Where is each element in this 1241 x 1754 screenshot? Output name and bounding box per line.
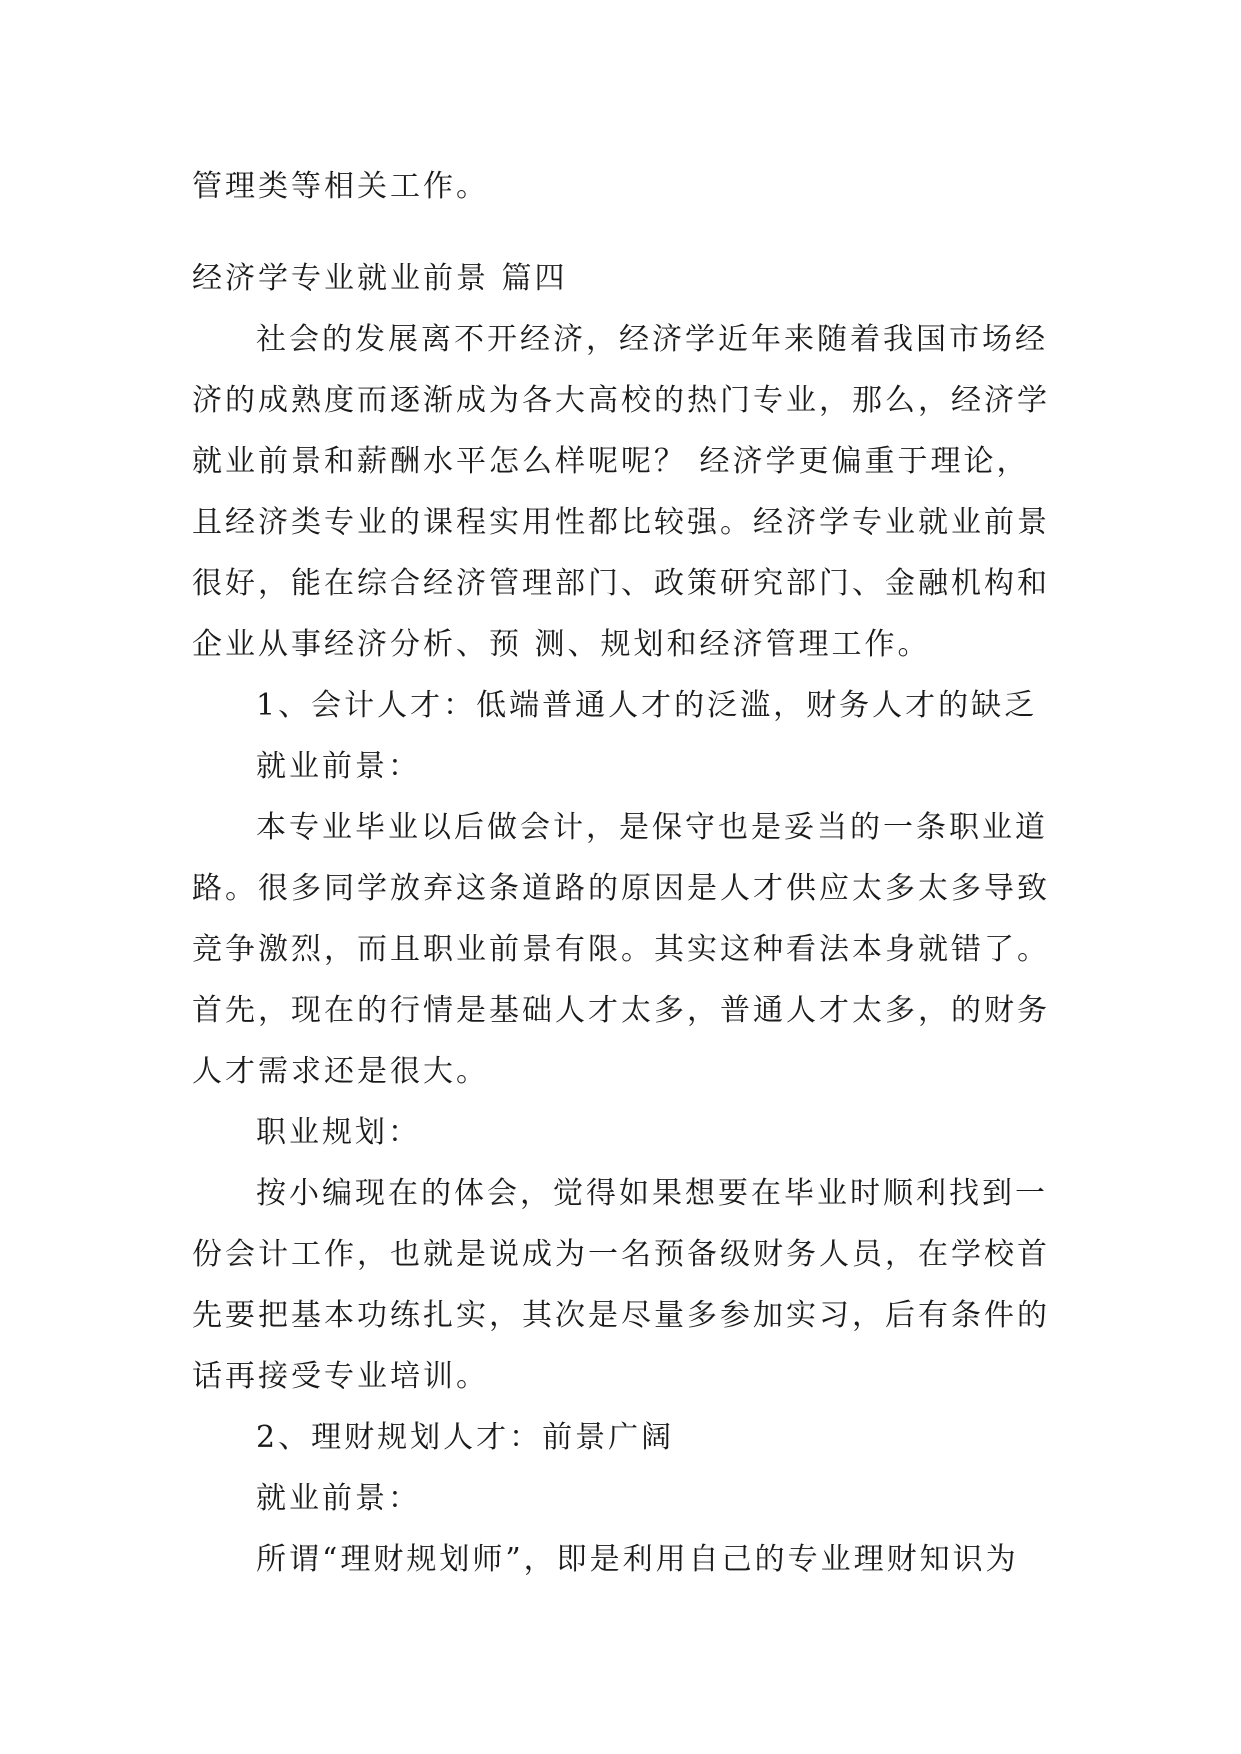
sub-label: 职业规划： bbox=[256, 1115, 421, 1150]
paragraph-line: 很好，能在综合经济管理部门、政策研究部门、金融机构和 bbox=[192, 566, 1050, 601]
paragraph-line: 按小编现在的体会，觉得如果想要在毕业时顺利找到一 bbox=[256, 1176, 1048, 1211]
intro-line: 管理类等相关工作。 bbox=[192, 169, 489, 204]
paragraph-line: 就业前景和薪酬水平怎么样呢呢？ 经济学更偏重于理论， bbox=[192, 444, 1030, 479]
paragraph-line: 且经济类专业的课程实用性都比较强。经济学专业就业前景 bbox=[192, 505, 1050, 540]
paragraph-line: 人才需求还是很大。 bbox=[192, 1054, 489, 1089]
section-title: 经济学专业就业前景 篇四 bbox=[192, 261, 568, 296]
paragraph-line: 企业从事经济分析、预 测、规划和经济管理工作。 bbox=[192, 627, 931, 662]
paragraph-line: 竞争激烈，而且职业前景有限。其实这种看法本身就错了。 bbox=[192, 932, 1050, 967]
document-body bbox=[192, 156, 1052, 1590]
section-gap bbox=[192, 217, 1052, 248]
numbered-heading: 1、会计人才：低端普通人才的泛滥，财务人才的缺乏 bbox=[256, 688, 1038, 723]
paragraph-line: 首先，现在的行情是基础人才太多，普通人才太多，的财务 bbox=[192, 993, 1050, 1028]
sub-label: 就业前景： bbox=[256, 1481, 421, 1516]
paragraph-line: 份会计工作，也就是说成为一名预备级财务人员，在学校首 bbox=[192, 1237, 1050, 1272]
paragraph-line: 路。很多同学放弃这条道路的原因是人才供应太多太多导致 bbox=[192, 871, 1050, 906]
paragraph-line: 济的成熟度而逐渐成为各大高校的热门专业，那么，经济学 bbox=[192, 383, 1050, 418]
sub-label: 就业前景： bbox=[256, 749, 421, 784]
paragraph-line: 社会的发展离不开经济，经济学近年来随着我国市场经 bbox=[256, 322, 1048, 357]
paragraph-line: 先要把基本功练扎实，其次是尽量多参加实习，后有条件的 bbox=[192, 1298, 1050, 1333]
paragraph-line: 本专业毕业以后做会计，是保守也是妥当的一条职业道 bbox=[256, 810, 1048, 845]
numbered-heading: 2、理财规划人才：前景广阔 bbox=[256, 1420, 675, 1455]
paragraph-line: 话再接受专业培训。 bbox=[192, 1359, 489, 1394]
paragraph-line: 所谓“理财规划师”，即是利用自己的专业理财知识为 bbox=[256, 1542, 1019, 1577]
